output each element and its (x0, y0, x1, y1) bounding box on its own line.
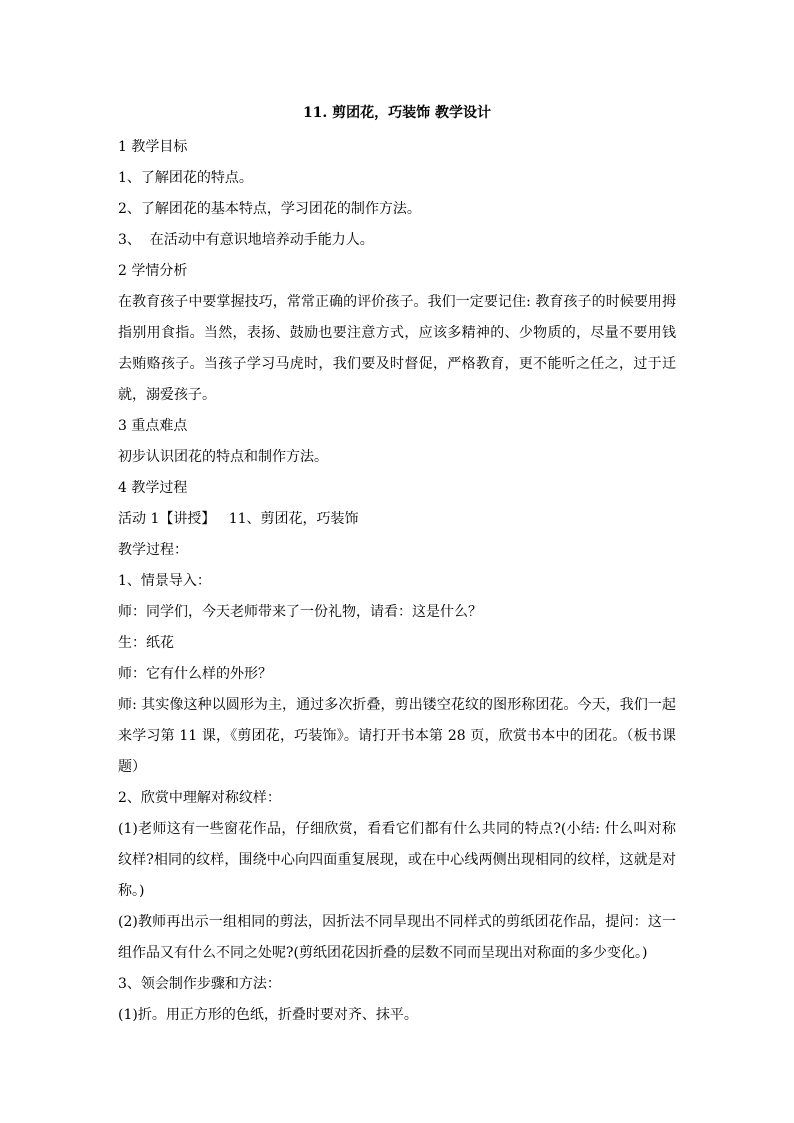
step2-heading: 2、欣赏中理解对称纹样： (118, 790, 281, 806)
step3-paragraph-1: (1)折。用正方形的色纸，折叠时要对齐、抹平。 (118, 1007, 418, 1023)
section-heading-analysis: 2 学情分析 (118, 263, 188, 279)
dialog-line-1: 师：同学们，今天老师带来了一份礼物，请看：这是什么？ (118, 604, 482, 620)
section-heading-process: 4 教学过程 (118, 480, 188, 496)
dialog-line-3: 师：它有什么样的外形？ (118, 666, 272, 682)
process-label: 教学过程： (118, 542, 188, 558)
objective-item-2: 2、了解团花的基本特点，学习团花的制作方法。 (118, 201, 421, 217)
key-points-text: 初步认识团花的特点和制作方法。 (118, 449, 328, 465)
objective-item-1: 1、了解团花的特点。 (118, 170, 253, 186)
explanation-paragraph: 师: 其实像这种以圆形为主，通过多次折叠，剪出镂空花纹的图形称团花。今天，我们一起来学习第 11 课，《剪团花，巧装饰》。请打开书本第 28 页，欣赏书本中的团花。（板书课题） (118, 697, 676, 775)
step3-heading: 3、领会制作步骤和方法： (118, 976, 281, 992)
objective-item-3: 3、 在活动中有意识地培养动手能力人。 (118, 232, 374, 248)
activity-line: 活动 1【讲授】 11、剪团花，巧装饰 (118, 511, 359, 527)
analysis-paragraph: 在教育孩子中要掌握技巧，常常正确的评价孩子。我们一定要记住: 教育孩子的时候要用拇指别用食指。当然，表扬、鼓励也要注意方式，应该多精神的、少物质的，尽量不要用钱去贿赂孩子。当孩子学习马虎时，我们要及时督促，严格教育，更不能听之任之，过于迁就，溺爱孩子。 (118, 294, 676, 403)
section-heading-key-points: 3 重点难点 (118, 418, 188, 434)
section-heading-objectives: 1 教学目标 (118, 139, 188, 155)
step1-heading: 1、情景导入： (118, 573, 211, 589)
dialog-line-2: 生：纸花 (118, 635, 174, 651)
step2-paragraph-1: (1)老师这有一些窗花作品，仔细欣赏，看看它们都有什么共同的特点?(小结: 什么叫对称纹样?相同的纹样，围绕中心向四面重复展现，或在中心线两侧出现相同的纹样，这就是对称。) (118, 821, 676, 899)
document-title: 11. 剪团花，巧装饰 教学设计 (302, 105, 492, 121)
document-body (118, 132, 676, 1031)
step2-paragraph-2: (2)教师再出示一组相同的剪法，因折法不同旱现出不同样式的剪纸团花作品，提问：这一组作品又有什么不同之处呢?(剪纸团花因折叠的层数不同而呈现出对称面的多少变化。) (118, 914, 676, 961)
